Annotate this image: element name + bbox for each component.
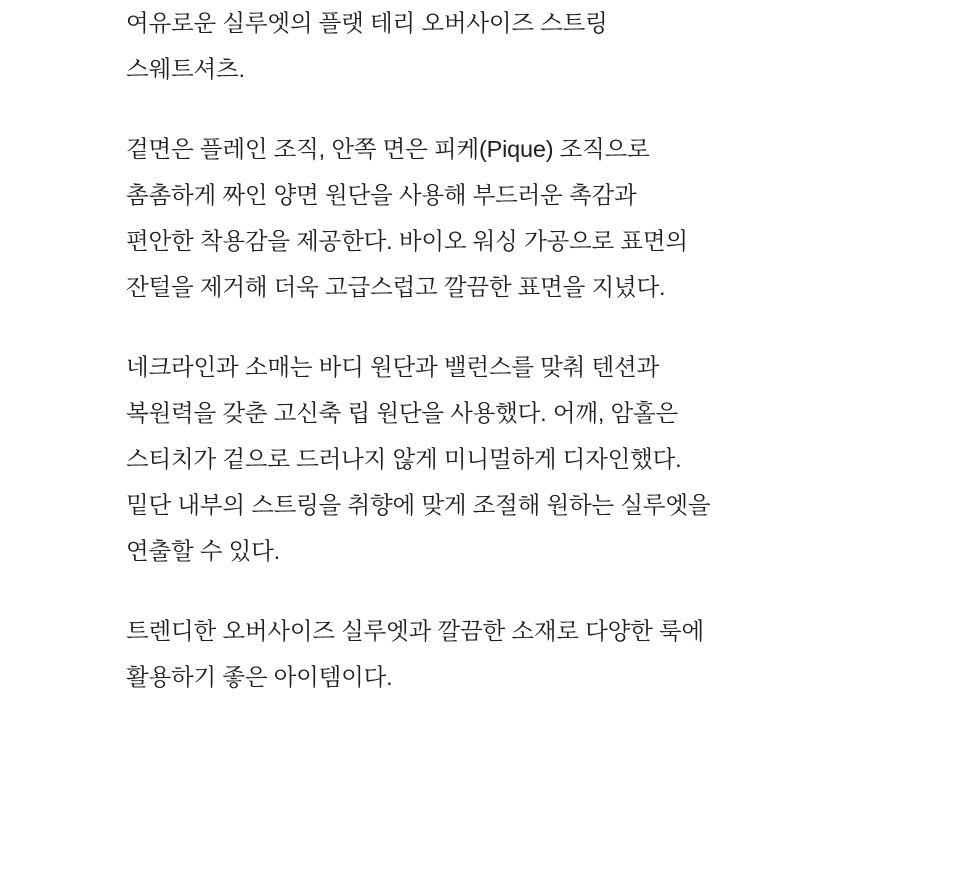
paragraph-line: 연출할 수 있다. — [126, 538, 280, 564]
page-bottom-spacer — [126, 734, 900, 735]
paragraph-line: 활용하기 좋은 아이템이다. — [126, 664, 393, 690]
paragraph-line: 잔털을 제거해 더욱 고급스럽고 깔끔한 표면을 지녔다. — [126, 274, 666, 300]
paragraph-construction — [126, 344, 900, 574]
paragraph-line: 네크라인과 소매는 바디 원단과 밸런스를 맞춰 텐션과 — [126, 354, 659, 380]
paragraph-styling — [126, 608, 900, 700]
paragraph-line: 밑단 내부의 스트링을 취향에 맞게 조절해 원하는 실루엣을 — [126, 492, 711, 518]
paragraph-line: 복원력을 갖춘 고신축 립 원단을 사용했다. 어깨, 암홀은 — [126, 400, 678, 426]
paragraph-line: 스티치가 겉으로 드러나지 않게 미니멀하게 디자인했다. — [126, 446, 682, 472]
paragraph-intro — [126, 0, 900, 92]
paragraph-line: 스웨트셔츠. — [126, 56, 245, 82]
paragraph-line: 겉면은 플레인 조직, 안쪽 면은 피케(Pique) 조직으로 — [126, 136, 650, 162]
paragraph-line: 트렌디한 오버사이즈 실루엣과 깔끔한 소재로 다양한 룩에 — [126, 618, 704, 644]
paragraph-line: 촘촘하게 짜인 양면 원단을 사용해 부드러운 촉감과 — [126, 182, 637, 208]
paragraph-line: 여유로운 실루엣의 플랫 테리 오버사이즈 스트링 — [126, 10, 608, 36]
paragraph-line: 편안한 착용감을 제공한다. 바이오 워싱 가공으로 표면의 — [126, 228, 688, 254]
paragraph-fabric — [126, 126, 900, 310]
